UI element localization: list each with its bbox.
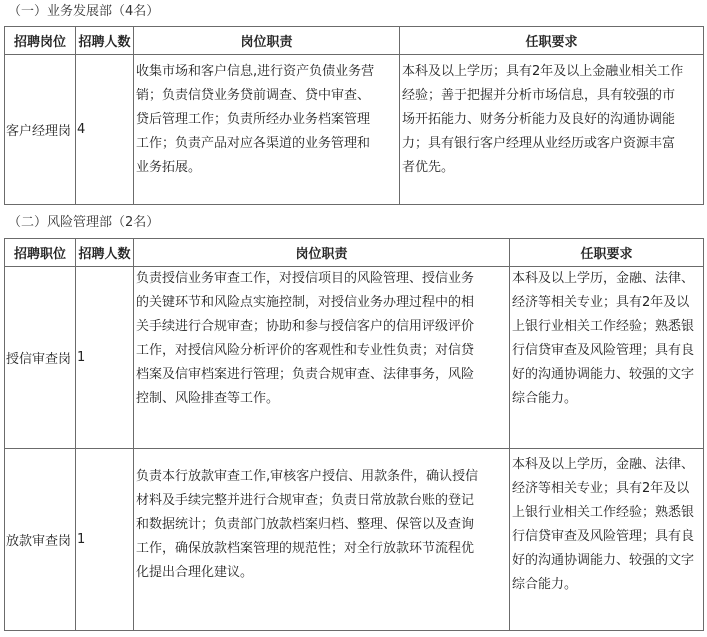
text-line: 综合能力。: [512, 577, 578, 592]
text-line: 负责授信业务审查工作，对授信项目的风险管理、授信业务: [136, 271, 475, 286]
requirements-cell: [510, 267, 704, 449]
text-line: 行信贷审查及风险管理；具有良: [512, 529, 695, 544]
requirements-cell: [510, 449, 704, 631]
header-count: 招聘人数: [76, 27, 134, 55]
headcount: 1: [76, 449, 134, 631]
text-line: 者优先。: [402, 160, 455, 175]
position-name: 客户经理岗: [5, 55, 76, 205]
header-requirements: 任职要求: [400, 27, 704, 55]
header-count: 招聘人数: [76, 239, 134, 267]
text-line: 工作；负责产品对应各渠道的业务管理和: [136, 136, 371, 151]
text-line: 控制、风险排查等工作。: [136, 391, 280, 406]
business-development-table: [4, 26, 704, 205]
text-line: 档案及信审档案进行管理；负责合规审查、法律事务，风险: [136, 367, 475, 382]
text-line: 关手续进行合规审查；协助和参与授信客户的信用评级评价: [136, 319, 475, 334]
table-header-row: [5, 27, 704, 55]
duties-cell: [134, 449, 510, 631]
text-line: 材料及手续完整并进行合规审查；负责日常放款台账的登记: [136, 493, 475, 508]
header-duties: 岗位职责: [134, 27, 400, 55]
text-line: 的关键环节和风险点实施控制，对授信业务办理过程中的相: [136, 295, 475, 310]
text-line: 场开拓能力、财务分析能力及良好的沟通协调能: [402, 112, 676, 127]
header-requirements: 任职要求: [510, 239, 704, 267]
text-line: 收集市场和客户信息,进行资产负债业务营: [136, 64, 375, 79]
text-line: 综合能力。: [512, 391, 578, 406]
text-line: 和数据统计；负责部门放款档案归档、整理、保管以及查询: [136, 517, 475, 532]
text-line: 好的沟通协调能力、较强的文字: [512, 367, 695, 382]
text-line: 销；负责信贷业务贷前调查、贷中审查、: [136, 88, 371, 103]
headcount: 4: [76, 55, 134, 205]
text-line: 经验；善于把握并分析市场信息，具有较强的市: [402, 88, 676, 103]
text-line: 经济等相关专业；具有2年及以: [512, 481, 690, 496]
header-position: 招聘岗位: [5, 27, 76, 55]
text-line: 负责本行放款审查工作,审核客户授信、用款条件，确认授信: [136, 469, 479, 484]
risk-management-table: [4, 238, 704, 631]
header-duties: 岗位职责: [134, 239, 510, 267]
text-line: 化提出合理化建议。: [136, 565, 254, 580]
text-line: 本科及以上学历；具有2年及以上金融业相关工作: [402, 64, 684, 79]
text-line: 业务拓展。: [136, 160, 202, 175]
text-line: 行信贷审查及风险管理；具有良: [512, 343, 695, 358]
section-title-business-development: （一）业务发展部（4名）: [8, 4, 160, 19]
text-line: 工作，确保放款档案管理的规范性；对全行放款环节流程优: [136, 541, 475, 556]
text-line: 上银行业相关工作经验；熟悉银: [512, 505, 695, 520]
text-line: 经济等相关专业；具有2年及以: [512, 295, 690, 310]
text-line: 贷后管理工作；负责所经办业务档案管理: [136, 112, 371, 127]
text-line: 工作，对授信风险分析评价的客观性和专业性负责；对信贷: [136, 343, 475, 358]
text-line: 本科及以上学历，金融、法律、: [512, 457, 695, 472]
section-title-risk-management: （二）风险管理部（2名）: [8, 215, 160, 230]
table-row: [5, 449, 704, 631]
text-line: 上银行业相关工作经验；熟悉银: [512, 319, 695, 334]
text-line: 好的沟通协调能力、较强的文字: [512, 553, 695, 568]
table-header-row: [5, 239, 704, 267]
duties-cell: [134, 55, 400, 205]
text-line: 力；具有银行客户经理从业经历或客户资源丰富: [402, 136, 676, 151]
position-name: 放款审查岗: [5, 449, 76, 631]
headcount: 1: [76, 267, 134, 449]
table-row: [5, 55, 704, 205]
header-position: 招聘职位: [5, 239, 76, 267]
position-name: 授信审查岗: [5, 267, 76, 449]
requirements-cell: [400, 55, 704, 205]
text-line: 本科及以上学历，金融、法律、: [512, 271, 695, 286]
duties-cell: [134, 267, 510, 449]
table-row: [5, 267, 704, 449]
